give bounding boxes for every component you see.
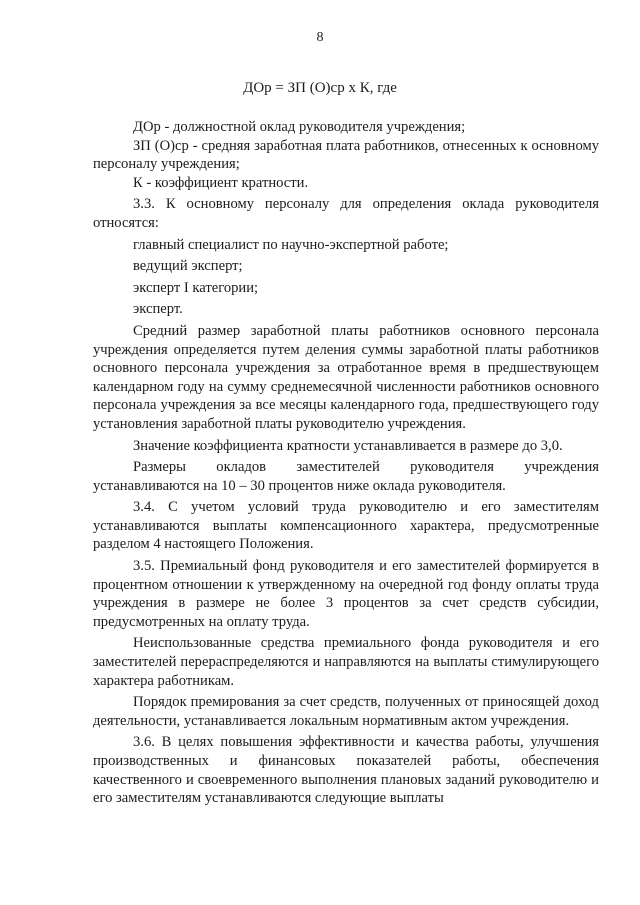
section-3-5: 3.5. Премиальный фонд руководителя и его заместителей формируется в процентном отношении к утвержденному на очередной год фонду оплаты труда учреждения в размере не более 3 процентов за счет средств субсидии, предусмотренных на оплату труда. <box>93 558 599 630</box>
deputy-salary-paragraph: Размеры окладов заместителей руководителя учреждения устанавливаются на 10 – 30 процентов ниже оклада руководителя. <box>93 459 599 494</box>
list-item-expert: эксперт. <box>133 301 183 318</box>
definition-dor: ДОр - должностной оклад руководителя учреждения; <box>133 119 466 135</box>
salary-formula: ДОр = ЗП (О)ср х К, где <box>243 80 397 96</box>
definition-k: К - коэффициент кратности. <box>133 174 309 191</box>
section-3-6: 3.6. В целях повышения эффективности и качества работы, улучшения производственных и финансовых показателей работы, обеспечения качественного и своевременного выполнения плановых заданий руководителю и его заместителям устанавливаются следующие выплаты <box>93 734 599 807</box>
list-item-expert-cat1: эксперт I категории; <box>133 279 259 296</box>
document-body <box>93 118 599 808</box>
section-3-3: 3.3. К основному персоналу для определения оклада руководителя относятся: <box>93 196 599 231</box>
average-salary-paragraph: Средний размер заработной платы работников основного персонала учреждения определяется путем деления суммы заработной платы работников основного персонала учреждения за отработанное время в предшествующем календарном году на сумму среднемесячной численности работников основного персонала учреждения за все месяцы календарного года, предшествующего году установления заработной платы руководителю учреждения. <box>93 322 599 432</box>
list-item-lead-expert: ведущий эксперт; <box>133 258 243 275</box>
definition-zp: ЗП (О)ср - средняя заработная плата работников, отнесенных к основному персоналу учреждения; <box>93 137 599 173</box>
page-number: 8 <box>316 30 324 45</box>
coefficient-paragraph: Значение коэффициента кратности устанавливается в размере до 3,0. <box>133 437 563 454</box>
unused-funds-paragraph: Неиспользованные средства премиального фонда руководителя и его заместителей перераспределяются и направляются на выплаты стимулирующего характера работникам. <box>93 635 599 689</box>
list-item-chief-specialist: главный специалист по научно-экспертной работе; <box>133 236 449 253</box>
bonus-procedure-paragraph: Порядок премирования за счет средств, полученных от приносящей доход деятельности, устанавливается локальным нормативным актом учреждения. <box>93 694 599 729</box>
section-3-4: 3.4. С учетом условий труда руководителю и его заместителям устанавливаются выплаты компенсационного характера, предусмотренные разделом 4 настоящего Положения. <box>93 499 599 553</box>
